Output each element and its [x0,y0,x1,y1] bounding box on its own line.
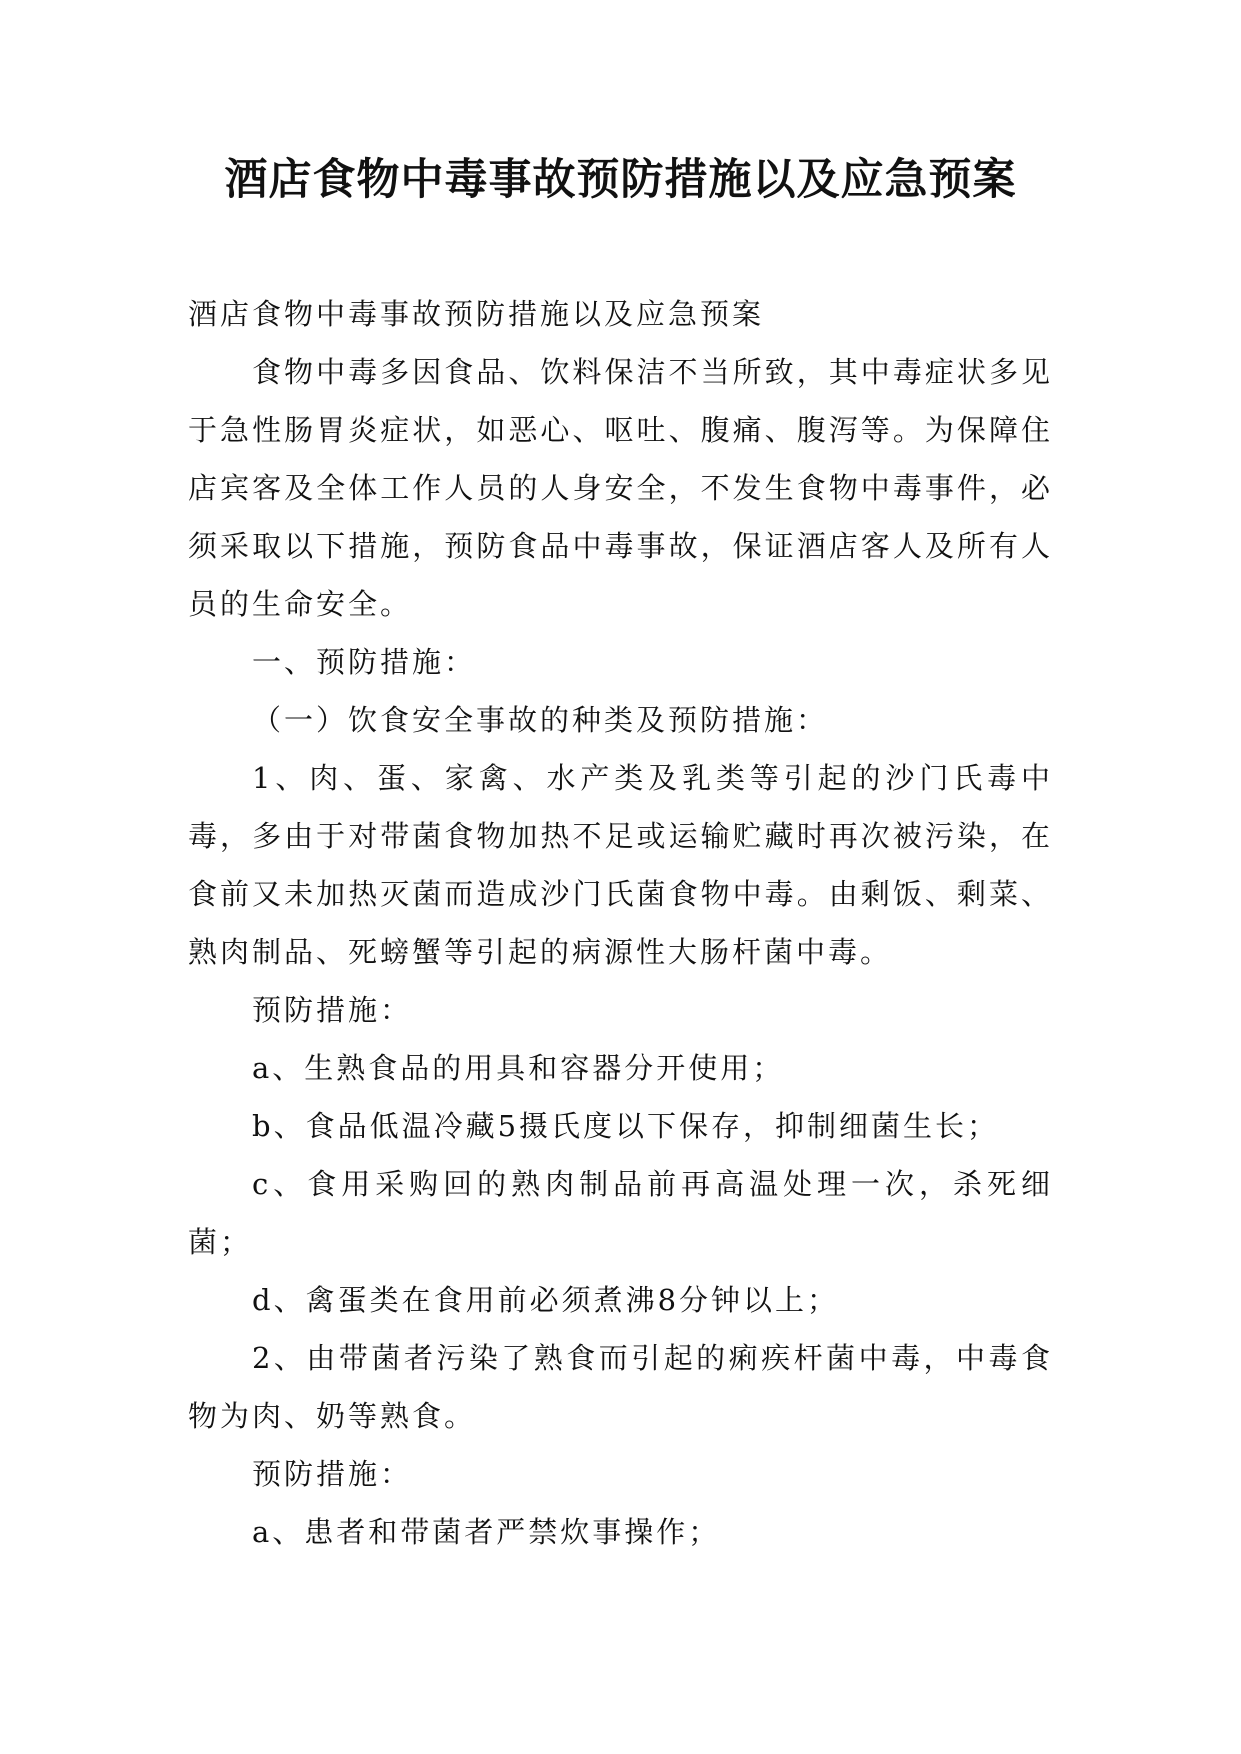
measure-item-c: c、食用采购回的熟肉制品前再高温处理一次，杀死细菌； [188,1167,1053,1259]
measures-label: 预防措施： [252,993,413,1027]
paragraph-item-2: 2、由带菌者污染了熟食而引起的痢疾杆菌中毒，中毒食物为肉、奶等熟食。 [188,1341,1053,1433]
document-title: 酒店食物中毒事故预防措施以及应急预案 [224,155,1017,205]
measure-item-a: a、患者和带菌者严禁炊事操作； [252,1515,721,1549]
subsection-heading: （一）饮食安全事故的种类及预防措施： [252,703,829,737]
measure-item-b: b、食品低温冷藏5摄氏度以下保存，抑制细菌生长； [252,1109,1000,1143]
paragraph-intro: 食物中毒多因食品、饮料保洁不当所致，其中毒症状多见于急性肠胃炎症状，如恶心、呕吐、腹痛、腹泻等。为保障住店宾客及全体工作人员的人身安全，不发生食物中毒事件，必须采取以下措施，预防食品中毒事故，保证酒店客人及所有人员的生命安全。 [188,355,1053,621]
measure-item-a: a、生熟食品的用具和容器分开使用； [252,1051,785,1085]
paragraph-item-1: 1、肉、蛋、家禽、水产类及乳类等引起的沙门氏毒中毒，多由于对带菌食物加热不足或运输贮藏时再次被污染，在食前又未加热灭菌而造成沙门氏菌食物中毒。由剩饭、剩菜、熟肉制品、死螃蟹等引起的病源性大肠杆菌中毒。 [188,761,1053,969]
measure-item-d: d、禽蛋类在食用前必须煮沸8分钟以上； [252,1283,840,1317]
measures-label: 预防措施： [252,1457,413,1491]
paragraph-subtitle: 酒店食物中毒事故预防措施以及应急预案 [188,297,765,331]
document-body [188,285,1053,1561]
section-heading-prevention: 一、预防措施： [252,645,477,679]
